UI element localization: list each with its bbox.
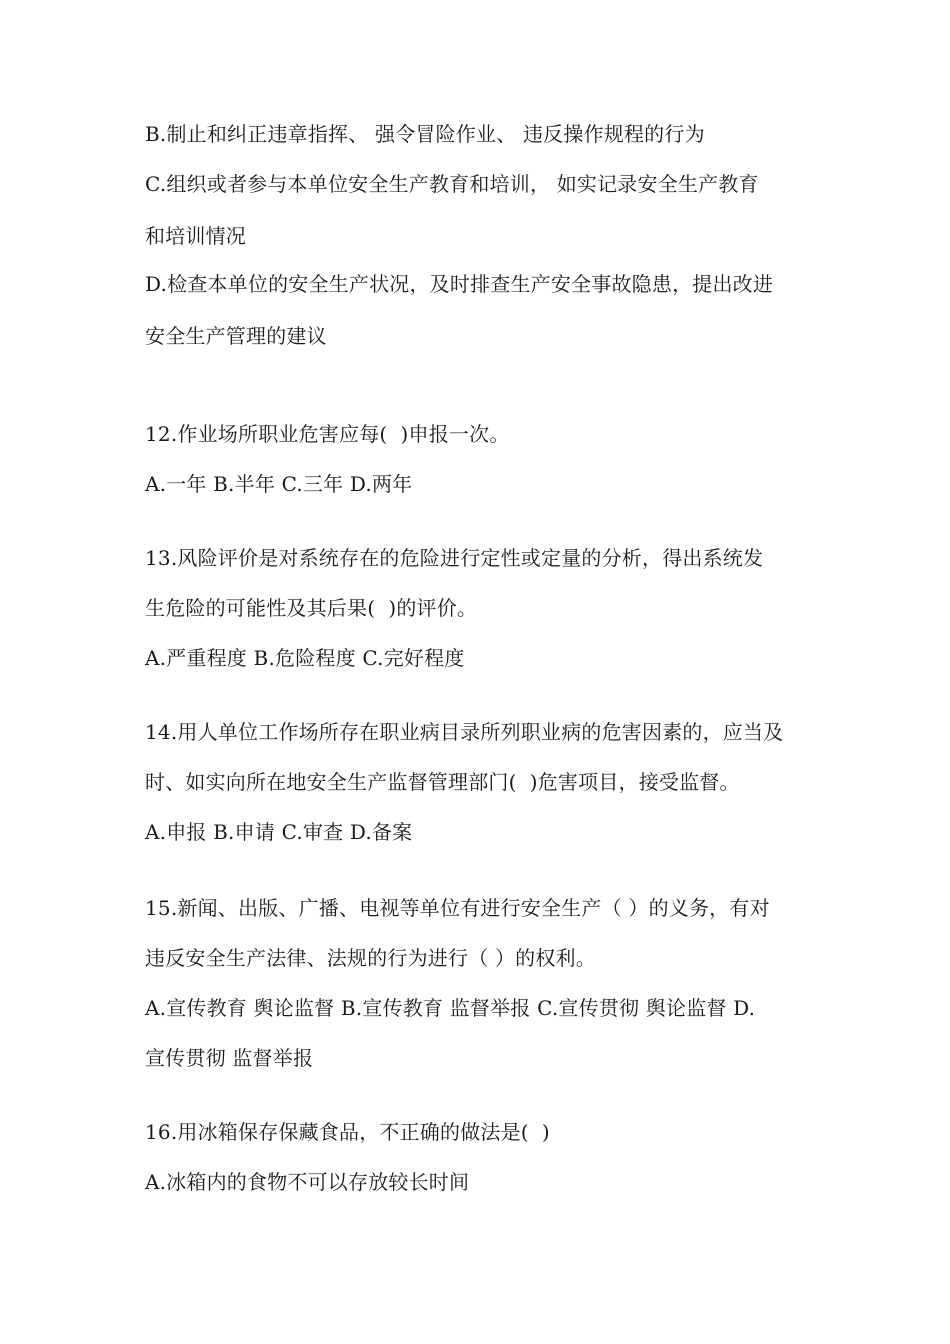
- question-13-line-2: 生危险的可能性及其后果( )的评价。: [145, 596, 478, 620]
- option-d-line-1: D.检查本单位的安全生产状况，及时排查生产安全事故隐患，提出改进: [145, 272, 774, 296]
- question-14-line-2: 时、如实向所在地安全生产监督管理部门( )危害项目，接受监督。: [145, 770, 740, 794]
- option-c-line-1: C.组织或者参与本单位安全生产教育和培训， 如实记录安全生产教育: [145, 172, 759, 196]
- question-16-option-a: A.冰箱内的食物不可以存放较长时间: [145, 1170, 470, 1194]
- question-13-line-1: 13.风险评价是对系统存在的危险进行定性或定量的分析，得出系统发: [145, 546, 764, 570]
- option-b-line: B.制止和纠正违章指挥、 强令冒险作业、 违反操作规程的行为: [145, 122, 705, 146]
- option-c-line-2: 和培训情况: [145, 224, 246, 248]
- question-13-options: A.严重程度 B.危险程度 C.完好程度: [145, 646, 465, 670]
- question-12-options: A.一年 B.半年 C.三年 D.两年: [145, 472, 413, 496]
- question-15-line-2: 违反安全生产法律、法规的行为进行（ ）的权利。: [145, 946, 596, 970]
- option-d-line-2: 安全生产管理的建议: [145, 324, 327, 348]
- question-14-options: A.申报 B.申请 C.审查 D.备案: [145, 820, 413, 844]
- question-14-line-1: 14.用人单位工作场所存在职业病目录所列职业病的危害因素的，应当及: [145, 720, 784, 744]
- question-15-options-line-2: 宣传贯彻 监督举报: [145, 1046, 314, 1070]
- question-12: 12.作业场所职业危害应每( )申报一次。: [145, 422, 510, 446]
- question-15-line-1: 15.新闻、出版、广播、电视等单位有进行安全生产（ ）的义务，有对: [145, 896, 770, 920]
- question-15-options-line-1: A.宣传教育 舆论监督 B.宣传教育 监督举报 C.宣传贯彻 舆论监督 D.: [145, 996, 756, 1020]
- question-16: 16.用冰箱保存保藏食品，不正确的做法是( ): [145, 1120, 550, 1144]
